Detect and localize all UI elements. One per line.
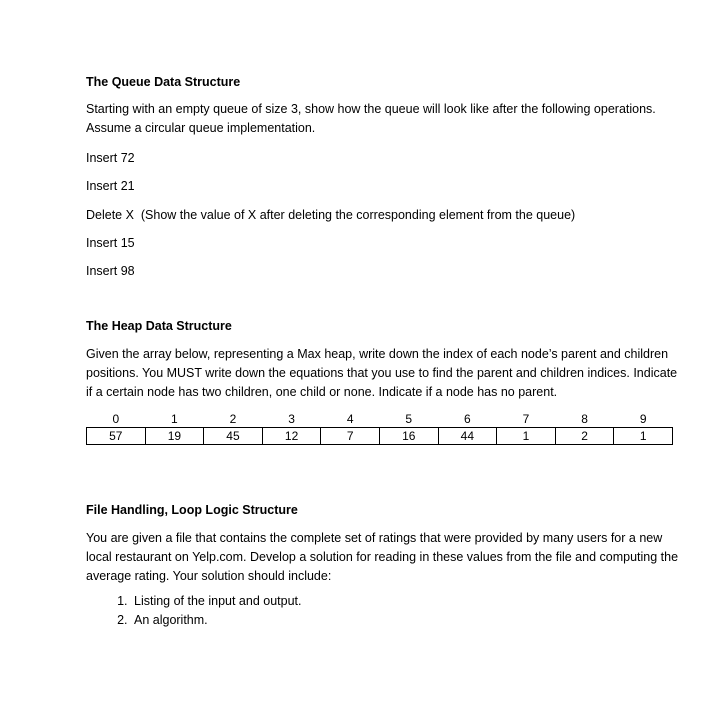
heap-index-cell: 8 [581,412,588,426]
heap-index-cell: 3 [288,412,295,426]
heap-index-cell: 7 [522,412,530,426]
list-item: 2. An algorithm. [131,611,302,630]
queue-operation: Insert 21 [86,179,135,193]
heap-index-cell: 0 [112,412,120,426]
queue-section-title: The Queue Data Structure [86,75,241,89]
heap-section-intro: Given the array below, representing a Max heap, write down the index of each node’s parent and children positions. You MUST write down the equations that you use to find the parent and children indices. Indicate if a certain node has two children, one child or none. Indicate if a node has no parent. [86,347,678,399]
queue-operation: Delete X (Show the value of X after deleting the corresponding element from the queue) [86,208,576,222]
heap-section-title: The Heap Data Structure [86,319,232,333]
heap-value-cell: 57 [87,428,146,445]
heap-value-cell: 1 [497,428,556,445]
file-handling-section-intro: You are given a file that contains the complete set of ratings that were provided by many users for a new local restaurant on Yelp.com. Develop a solution for reading in these values from the file and computing the average rating. Your solution should include: [86,531,679,583]
heap-index-cell: 2 [229,412,237,426]
heap-value-row [87,428,673,445]
queue-operation: Insert 72 [86,151,135,165]
heap-index-cell: 5 [405,412,413,426]
requirements-list [86,592,302,630]
heap-index-cell: 9 [639,412,647,426]
heap-index-cell: 6 [464,412,471,426]
heap-value-cell: 16 [379,428,438,445]
heap-value-cell: 1 [614,428,673,445]
queue-section-intro: Starting with an empty queue of size 3, show how the queue will look like after the following operations. Assume a circular queue implementation. [86,102,656,135]
heap-index-cell: 4 [346,412,354,426]
heap-value-cell: 44 [438,428,497,445]
list-item: 1. Listing of the input and output. [131,592,302,611]
heap-index-cell: 1 [171,412,178,426]
heap-value-cell: 2 [555,428,614,445]
queue-operation: Insert 98 [86,264,135,278]
file-handling-section-title: File Handling, Loop Logic Structure [86,503,298,517]
heap-value-cell: 19 [145,428,204,445]
heap-value-cell: 12 [262,428,321,445]
heap-value-cell: 45 [204,428,263,445]
heap-index-row [87,411,673,428]
heap-array-table [86,411,673,445]
heap-value-cell: 7 [321,428,380,445]
queue-operation: Insert 15 [86,236,135,250]
